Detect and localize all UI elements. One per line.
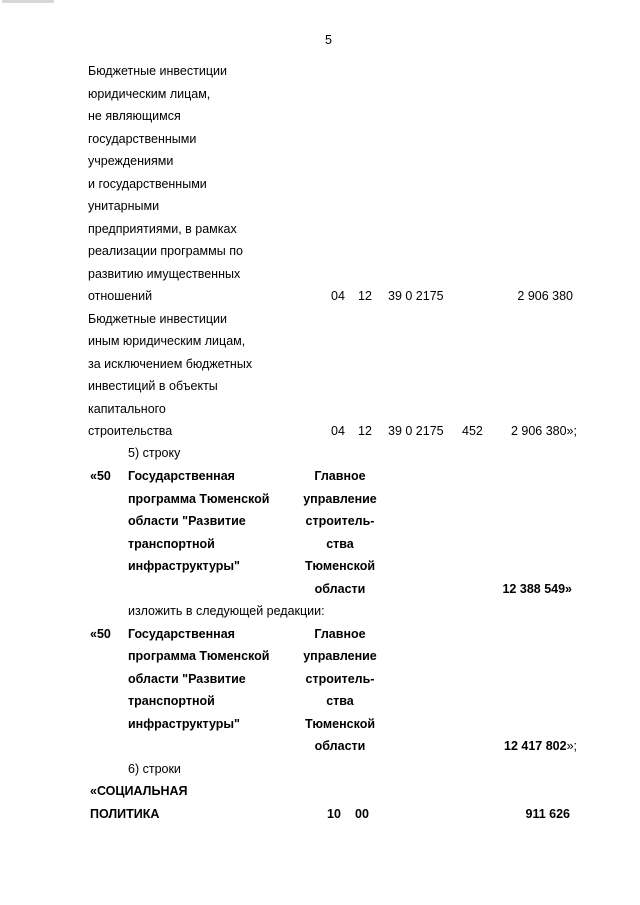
instruction-text: 6) строки: [128, 761, 181, 776]
amount-value: 2 906 380»;: [510, 424, 577, 438]
row-name-line: унитарными: [88, 199, 160, 213]
program-name-line: инфраструктуры": [128, 559, 240, 573]
row-name-line: учреждениями: [88, 154, 174, 168]
row-name-line: иным юридическим лицам,: [88, 334, 246, 348]
row-name-line: капитального: [88, 401, 166, 416]
program-name-line: транспортной: [128, 536, 215, 551]
row-name-line: развитию имущественных: [88, 266, 241, 281]
section-code: 10: [327, 806, 341, 821]
target-article-code: 39 0 2175: [388, 424, 444, 438]
program-name-line: области "Развитие: [128, 671, 246, 686]
row-name-line: не являющимся: [88, 109, 181, 123]
row-code: «50: [90, 469, 111, 483]
amount-value: 2 906 380: [517, 289, 573, 303]
row-name-line: отношений: [88, 289, 153, 303]
program-name-line: области "Развитие: [128, 514, 246, 528]
section-name-line: «СОЦИАЛЬНАЯ: [90, 784, 188, 798]
administrator-line: ства: [326, 536, 354, 551]
expense-type-code: 452: [462, 424, 483, 438]
program-name-line: Государственная: [128, 626, 235, 641]
subsection-code: 00: [355, 806, 369, 821]
target-article-code: 39 0 2175: [388, 289, 444, 303]
row-name-line: реализации программы по: [88, 244, 243, 258]
page-number: 5: [325, 33, 332, 47]
administrator-line: Тюменской: [304, 716, 376, 731]
administrator-line: строитель-: [305, 514, 375, 528]
administrator-line: ства: [326, 694, 354, 708]
amount-number: 12 417 802: [504, 739, 567, 753]
program-name-line: инфраструктуры": [128, 716, 240, 731]
subsection-code: 12: [358, 424, 372, 438]
row-name-line: юридическим лицам,: [88, 86, 211, 101]
row-name-line: за исключением бюджетных: [88, 356, 253, 371]
amount-value: [504, 735, 577, 758]
administrator-line: области: [314, 581, 366, 596]
amount-suffix: »;: [566, 739, 577, 753]
row-name-line: государственными: [88, 131, 197, 146]
administrator-line: области: [314, 739, 366, 753]
program-name-line: программа Тюменской: [128, 649, 270, 663]
section-code: 04: [331, 424, 345, 438]
program-name-line: транспортной: [128, 694, 215, 708]
amount-value: 12 388 549»: [502, 581, 572, 596]
row-name-line: Бюджетные инвестиции: [88, 311, 227, 326]
row-code: «50: [90, 626, 111, 641]
row-name-line: строительства: [88, 424, 173, 438]
row-name-line: инвестиций в объекты: [88, 379, 218, 393]
administrator-line: управление: [303, 491, 377, 506]
row-name-line: Бюджетные инвестиции: [88, 64, 227, 78]
row-name-line: и государственными: [88, 176, 207, 191]
administrator-line: Главное: [314, 469, 366, 483]
instruction-text: 5) строку: [128, 446, 181, 460]
section-code: 04: [331, 289, 345, 303]
administrator-line: строитель-: [305, 671, 375, 686]
amount-value: 911 626: [525, 806, 570, 821]
administrator-line: Главное: [314, 626, 366, 641]
subsection-code: 12: [358, 289, 372, 303]
program-name-line: Государственная: [128, 469, 235, 483]
program-name-line: программа Тюменской: [128, 491, 270, 506]
section-name-line: ПОЛИТИКА: [90, 806, 160, 821]
row-name-line: предприятиями, в рамках: [88, 221, 237, 236]
administrator-line: Тюменской: [304, 559, 376, 573]
scan-artifact: [2, 0, 54, 3]
administrator-line: управление: [303, 649, 377, 663]
instruction-text: изложить в следующей редакции:: [128, 604, 325, 618]
